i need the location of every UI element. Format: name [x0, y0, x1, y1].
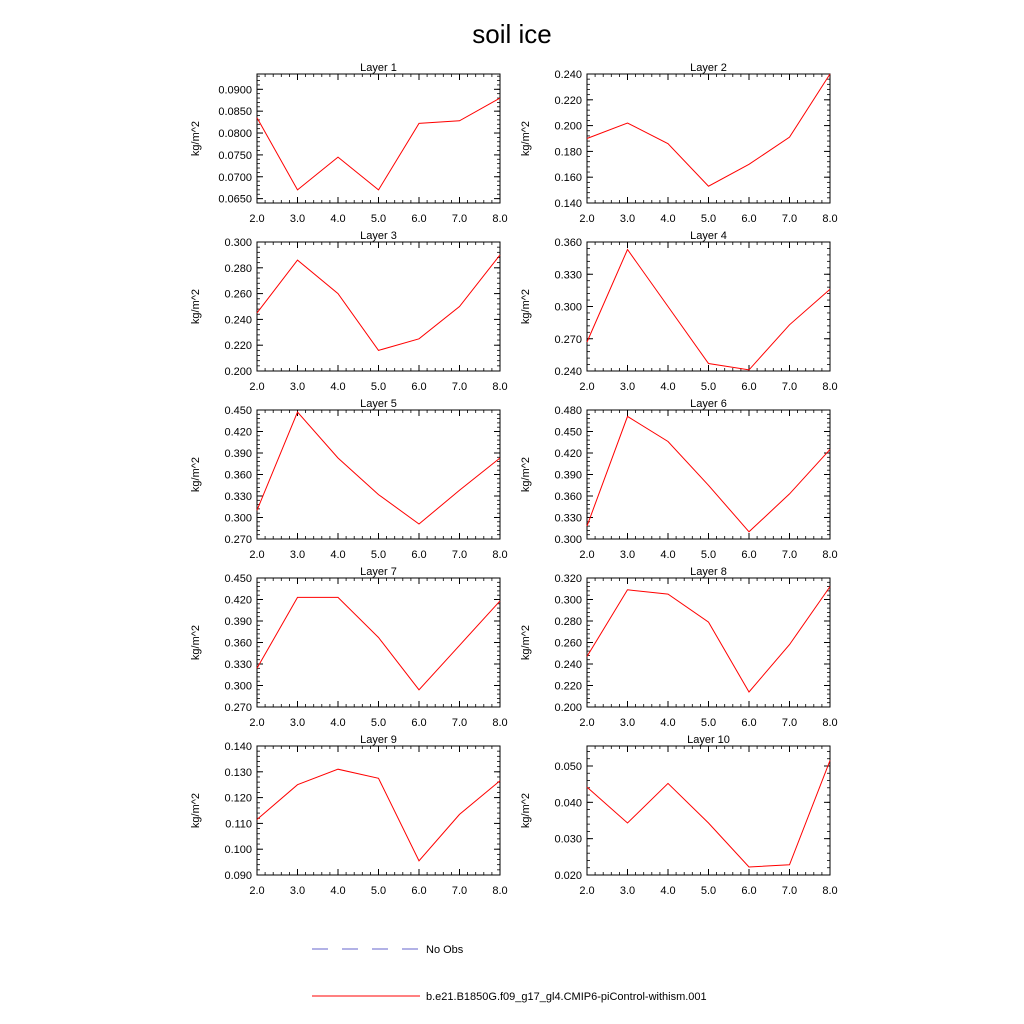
- panel-title: Layer 2: [690, 62, 727, 74]
- y-tick-label: 0.240: [554, 659, 582, 671]
- y-tick-label: 0.140: [554, 198, 582, 210]
- y-tick-label: 0.180: [554, 146, 582, 159]
- x-tick-label: 3.0: [289, 381, 306, 393]
- x-tick-label: 4.0: [660, 549, 676, 561]
- x-tick-label: 2.0: [249, 885, 265, 897]
- x-tick-label: 8.0: [492, 885, 508, 897]
- y-tick-label: 0.300: [224, 237, 252, 249]
- y-tick-label: 0.450: [224, 405, 252, 417]
- x-tick-label: 5.0: [700, 213, 717, 225]
- y-tick-label: 0.200: [224, 366, 252, 378]
- y-axis-label: kg/m^2: [520, 288, 532, 325]
- y-axis-label: kg/m^2: [520, 792, 532, 829]
- y-tick-label: 0.240: [224, 314, 252, 327]
- y-tick-label: 0.330: [224, 491, 252, 503]
- x-tick-label: 3.0: [289, 885, 306, 897]
- y-axis-label: kg/m^2: [520, 624, 532, 661]
- y-tick-label: 0.420: [224, 426, 252, 439]
- y-tick-label: 0.220: [554, 94, 582, 107]
- x-tick-label: 6.0: [411, 717, 427, 729]
- y-tick-label: 0.280: [224, 262, 252, 275]
- x-tick-label: 8.0: [492, 549, 508, 561]
- x-tick-label: 3.0: [619, 717, 636, 729]
- panel-title: Layer 4: [690, 230, 727, 242]
- panel-title: Layer 9: [360, 734, 397, 746]
- x-tick-label: 2.0: [249, 213, 265, 225]
- x-tick-label: 4.0: [330, 213, 346, 225]
- x-tick-label: 7.0: [781, 381, 798, 393]
- x-tick-label: 5.0: [370, 717, 387, 729]
- panel-title: Layer 7: [360, 566, 397, 578]
- y-tick-label: 0.0850: [218, 106, 252, 119]
- x-tick-label: 7.0: [781, 717, 798, 729]
- x-tick-label: 6.0: [411, 885, 427, 897]
- y-tick-label: 0.240: [554, 69, 582, 81]
- x-tick-label: 2.0: [579, 381, 595, 393]
- x-tick-label: 2.0: [579, 885, 595, 897]
- y-axis-label: kg/m^2: [190, 120, 202, 157]
- y-tick-label: 0.220: [554, 680, 582, 693]
- x-tick-label: 2.0: [579, 213, 595, 225]
- x-tick-label: 8.0: [822, 213, 838, 225]
- x-tick-label: 2.0: [579, 549, 595, 561]
- y-tick-label: 0.420: [554, 448, 582, 460]
- y-tick-label: 0.100: [224, 844, 252, 857]
- x-tick-label: 4.0: [660, 381, 676, 393]
- y-tick-label: 0.030: [554, 833, 582, 846]
- x-tick-label: 3.0: [619, 885, 636, 897]
- y-tick-label: 0.330: [554, 269, 582, 282]
- y-tick-label: 0.330: [554, 512, 582, 525]
- x-tick-label: 8.0: [822, 717, 838, 729]
- x-tick-label: 8.0: [492, 381, 508, 393]
- y-tick-label: 0.320: [554, 573, 582, 585]
- legend-label: b.e21.B1850G.f09_g17_gl4.CMIP6-piControl-withism.001: [426, 991, 707, 1003]
- y-tick-label: 0.360: [224, 469, 252, 482]
- y-tick-label: 0.130: [224, 766, 252, 779]
- y-tick-label: 0.300: [224, 512, 252, 525]
- x-tick-label: 3.0: [289, 213, 306, 225]
- x-tick-label: 6.0: [741, 381, 757, 393]
- y-tick-label: 0.420: [224, 594, 252, 607]
- x-tick-label: 7.0: [451, 213, 468, 225]
- y-tick-label: 0.0750: [218, 149, 252, 162]
- y-tick-label: 0.110: [225, 818, 252, 831]
- x-tick-label: 6.0: [741, 549, 757, 561]
- panel-title: Layer 8: [690, 566, 727, 578]
- x-tick-label: 8.0: [822, 549, 838, 561]
- y-tick-label: 0.140: [224, 741, 252, 753]
- panel-title: Layer 5: [360, 398, 397, 410]
- panel-title: Layer 1: [360, 62, 397, 74]
- y-tick-label: 0.480: [554, 405, 582, 417]
- x-tick-label: 7.0: [451, 717, 468, 729]
- y-tick-label: 0.450: [224, 573, 252, 585]
- x-tick-label: 7.0: [451, 381, 468, 393]
- x-tick-label: 4.0: [330, 549, 346, 561]
- x-tick-label: 4.0: [330, 885, 346, 897]
- y-tick-label: 0.360: [224, 637, 252, 650]
- panel-title: Layer 6: [690, 398, 727, 410]
- x-tick-label: 6.0: [411, 381, 427, 393]
- y-axis-label: kg/m^2: [190, 288, 202, 325]
- y-tick-label: 0.090: [224, 870, 252, 882]
- x-tick-label: 5.0: [370, 213, 387, 225]
- y-tick-label: 0.260: [554, 637, 582, 650]
- y-tick-label: 0.040: [554, 797, 582, 810]
- x-tick-label: 4.0: [330, 381, 346, 393]
- x-tick-label: 2.0: [249, 549, 265, 561]
- y-tick-label: 0.220: [224, 340, 252, 353]
- y-axis-label: kg/m^2: [520, 120, 532, 157]
- x-tick-label: 7.0: [781, 549, 798, 561]
- x-tick-label: 6.0: [741, 885, 757, 897]
- panel-title: Layer 3: [360, 230, 397, 242]
- y-tick-label: 0.300: [554, 534, 582, 546]
- y-tick-label: 0.0650: [218, 193, 252, 206]
- y-tick-label: 0.240: [554, 366, 582, 378]
- x-tick-label: 5.0: [370, 885, 387, 897]
- x-tick-label: 5.0: [700, 549, 717, 561]
- x-tick-label: 5.0: [370, 549, 387, 561]
- y-tick-label: 0.020: [554, 870, 582, 882]
- y-tick-label: 0.360: [554, 237, 582, 249]
- y-tick-label: 0.390: [224, 448, 252, 460]
- y-axis-label: kg/m^2: [190, 456, 202, 493]
- x-tick-label: 8.0: [492, 717, 508, 729]
- y-tick-label: 0.450: [554, 426, 582, 439]
- y-axis-label: kg/m^2: [520, 456, 532, 493]
- x-tick-label: 4.0: [660, 717, 676, 729]
- y-tick-label: 0.270: [554, 333, 582, 346]
- y-tick-label: 0.390: [554, 469, 582, 482]
- x-tick-label: 7.0: [781, 213, 798, 225]
- x-tick-label: 3.0: [289, 717, 306, 729]
- x-tick-label: 3.0: [619, 549, 636, 561]
- x-tick-label: 8.0: [822, 885, 838, 897]
- figure-title: soil ice: [472, 19, 552, 49]
- y-tick-label: 0.390: [224, 616, 252, 628]
- x-tick-label: 2.0: [249, 717, 265, 729]
- x-tick-label: 5.0: [370, 381, 387, 393]
- y-tick-label: 0.050: [554, 760, 582, 773]
- x-tick-label: 8.0: [492, 213, 508, 225]
- y-tick-label: 0.0700: [218, 171, 252, 184]
- x-tick-label: 2.0: [249, 381, 265, 393]
- y-tick-label: 0.0800: [218, 128, 252, 141]
- x-tick-label: 6.0: [411, 549, 427, 561]
- x-tick-label: 4.0: [660, 885, 676, 897]
- x-tick-label: 4.0: [660, 213, 676, 225]
- y-tick-label: 0.300: [554, 301, 582, 314]
- x-tick-label: 7.0: [451, 549, 468, 561]
- y-axis-label: kg/m^2: [190, 792, 202, 829]
- y-tick-label: 0.160: [554, 172, 582, 185]
- panel-title: Layer 10: [687, 734, 730, 746]
- y-tick-label: 0.120: [224, 792, 252, 805]
- y-tick-label: 0.360: [554, 491, 582, 503]
- y-axis-label: kg/m^2: [190, 624, 202, 661]
- y-tick-label: 0.300: [224, 680, 252, 693]
- y-tick-label: 0.300: [554, 594, 582, 607]
- x-tick-label: 6.0: [741, 213, 757, 225]
- y-tick-label: 0.200: [554, 702, 582, 714]
- y-tick-label: 0.200: [554, 120, 582, 133]
- y-tick-label: 0.0900: [218, 84, 252, 97]
- x-tick-label: 3.0: [619, 213, 636, 225]
- y-tick-label: 0.260: [224, 288, 252, 301]
- x-tick-label: 6.0: [411, 213, 427, 225]
- x-tick-label: 2.0: [579, 717, 595, 729]
- x-tick-label: 8.0: [822, 381, 838, 393]
- x-tick-label: 6.0: [741, 717, 757, 729]
- x-tick-label: 3.0: [619, 381, 636, 393]
- y-tick-label: 0.330: [224, 659, 252, 671]
- y-tick-label: 0.280: [554, 616, 582, 628]
- x-tick-label: 3.0: [289, 549, 306, 561]
- x-tick-label: 5.0: [700, 885, 717, 897]
- x-tick-label: 4.0: [330, 717, 346, 729]
- y-tick-label: 0.270: [224, 702, 252, 714]
- x-tick-label: 5.0: [700, 381, 717, 393]
- x-tick-label: 5.0: [700, 717, 717, 729]
- x-tick-label: 7.0: [781, 885, 798, 897]
- x-tick-label: 7.0: [451, 885, 468, 897]
- legend-label: No Obs: [426, 944, 464, 956]
- y-tick-label: 0.270: [224, 534, 252, 546]
